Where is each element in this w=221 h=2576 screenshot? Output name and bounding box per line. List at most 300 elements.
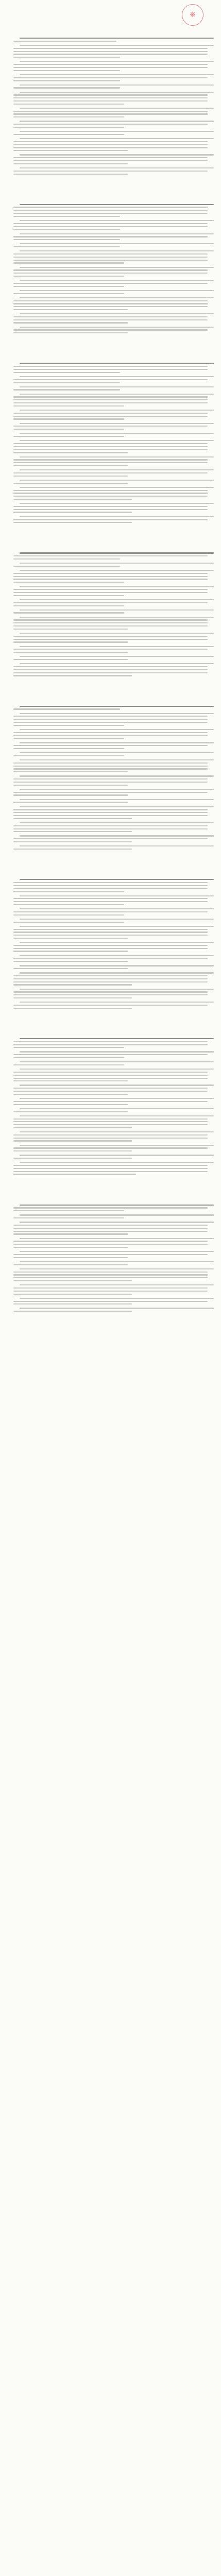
text-line-placeholder [20,806,214,807]
text-line-placeholder [20,759,214,760]
text-line-placeholder [13,446,208,447]
text-line-placeholder [13,522,132,523]
text-line-placeholder [13,1217,124,1218]
article-paragraph [13,895,208,906]
article-paragraph [13,563,208,567]
article-paragraph [13,1238,208,1248]
article-paragraph [13,729,208,739]
text-line-placeholder [13,1041,208,1042]
text-line-placeholder [13,652,128,653]
text-line-placeholder [13,379,208,380]
text-line-placeholder [13,483,128,484]
article-paragraph [13,250,208,263]
article-paragraph [13,586,208,596]
text-line-placeholder [13,207,208,208]
text-line-placeholder [13,1111,128,1112]
text-line-placeholder [13,465,128,466]
article-paragraph [13,243,208,247]
text-line-placeholder [20,972,214,973]
text-line-placeholder [20,989,214,990]
text-line-placeholder [13,213,208,214]
text-line-placeholder [13,745,208,746]
text-line-placeholder [13,945,208,946]
article-paragraph [13,1131,208,1142]
text-line-placeholder [20,706,214,707]
text-line-placeholder [20,1084,214,1086]
text-line-placeholder [13,931,208,933]
text-line-placeholder [13,1094,128,1095]
text-line-placeholder [13,605,124,606]
text-line-placeholder [20,469,214,470]
text-line-placeholder [20,563,214,564]
chapter-heading [13,871,208,876]
text-line-placeholder [13,719,208,720]
text-line-placeholder [13,802,128,803]
text-line-placeholder [20,646,214,647]
text-line-placeholder [13,592,208,593]
text-line-placeholder [20,775,214,776]
article-paragraph [13,121,208,128]
text-line-placeholder [20,1002,214,1003]
text-line-placeholder [13,762,208,764]
text-line-placeholder [13,1254,208,1255]
text-line-placeholder [13,1044,208,1045]
text-line-placeholder [20,131,214,132]
text-line-placeholder [13,1127,132,1128]
text-line-placeholder [13,782,208,783]
text-line-placeholder [13,948,208,949]
text-line-placeholder [20,121,214,122]
text-line-placeholder [13,981,208,982]
text-line-placeholder [13,104,124,105]
text-line-placeholder [20,1069,214,1070]
text-line-placeholder [13,929,208,930]
text-line-placeholder [13,372,120,373]
text-line-placeholder [20,926,214,927]
text-line-placeholder [13,898,208,899]
text-line-placeholder [20,92,214,93]
text-line-placeholder [20,656,214,657]
text-line-placeholder [13,322,128,323]
text-line-placeholder [13,1134,208,1136]
article-paragraph [13,599,208,606]
text-line-placeholder [20,108,214,109]
text-line-placeholder [13,1150,132,1151]
text-line-placeholder [20,663,214,664]
text-line-placeholder [13,1121,208,1122]
text-line-placeholder [13,1147,208,1148]
text-line-placeholder [13,794,128,795]
text-line-placeholder [13,113,208,114]
text-line-placeholder [13,462,208,463]
text-line-placeholder [20,965,214,966]
text-line-placeholder [13,1210,124,1211]
text-line-placeholder [13,1118,208,1120]
text-line-placeholder [20,895,214,896]
text-line-placeholder [13,1165,208,1166]
text-line-placeholder [20,503,214,504]
article-paragraph [13,835,208,842]
article-paragraph [13,713,208,726]
text-line-placeholder [13,732,208,733]
text-line-placeholder [13,124,208,125]
text-line-placeholder [13,666,208,667]
article-paragraph [13,313,208,324]
text-line-placeholder [13,935,208,936]
text-line-placeholder [13,882,208,883]
text-line-placeholder [13,602,208,603]
text-line-placeholder [20,1098,214,1099]
article-paragraph [13,1222,208,1234]
article-paragraph [13,433,208,437]
text-line-placeholder [20,1205,214,1206]
text-line-placeholder [20,908,214,909]
text-line-placeholder [13,809,208,810]
text-line-placeholder [13,649,208,650]
article-paragraph [13,108,208,118]
text-line-placeholder [13,70,120,71]
text-line-placeholder [13,1291,208,1292]
text-line-placeholder [13,283,208,284]
article-paragraph [13,92,208,105]
article-paragraph [13,706,208,710]
text-line-placeholder [13,1064,124,1065]
article-paragraph [13,1069,208,1081]
text-line-placeholder [13,174,128,175]
text-line-placeholder [20,313,214,314]
section-spacer [13,178,208,191]
text-line-placeholder [13,1005,208,1006]
article-paragraph [13,1308,208,1312]
text-line-placeholder [13,771,128,772]
text-line-placeholder [13,506,208,507]
text-line-placeholder [13,991,208,992]
text-line-placeholder [13,1233,128,1234]
text-line-placeholder [13,329,208,330]
text-line-placeholder [20,1061,214,1062]
text-line-placeholder [13,418,124,419]
text-line-placeholder [13,80,120,81]
text-line-placeholder [20,1115,214,1116]
text-line-placeholder [13,619,208,620]
text-line-placeholder [13,888,208,889]
text-line-placeholder [13,260,208,261]
text-line-placeholder [20,752,214,753]
text-line-placeholder [13,443,208,444]
text-line-placeholder [13,216,120,217]
article-paragraph [13,845,208,850]
text-line-placeholder [13,436,124,437]
text-line-placeholder [13,951,128,952]
text-line-placeholder [20,570,214,571]
text-line-placeholder [13,669,208,670]
text-line-placeholder [20,516,214,517]
text-line-placeholder [13,579,208,580]
text-line-placeholder [13,1104,128,1105]
text-line-placeholder [13,300,208,301]
text-line-placeholder [13,978,208,979]
text-line-placeholder [13,639,208,640]
text-line-placeholder [20,487,214,488]
text-line-placeholder [13,984,132,985]
chapter-heading [13,196,208,201]
text-line-placeholder [13,612,124,613]
text-line-placeholder [13,116,124,117]
chapter-heading [13,698,208,703]
text-line-placeholder [20,290,214,291]
text-line-placeholder [13,223,208,224]
text-line-placeholder [13,785,128,786]
article-paragraph [13,297,208,310]
text-line-placeholder [13,1207,208,1208]
text-line-placeholder [13,828,208,829]
text-line-placeholder [13,512,132,513]
text-line-placeholder [20,1251,214,1252]
text-line-placeholder [13,257,208,258]
article-paragraph [13,989,208,999]
text-line-placeholder [20,1214,214,1215]
text-line-placeholder [20,1108,214,1109]
text-line-placeholder [13,496,208,497]
text-line-placeholder [13,67,208,68]
text-line-placeholder [13,589,208,590]
text-line-placeholder [13,160,208,161]
text-line-placeholder [13,778,208,779]
article-paragraph [13,61,208,71]
text-line-placeholder [20,633,214,634]
text-line-placeholder [20,363,214,364]
article-paragraph [13,503,208,513]
article-paragraph [13,942,208,952]
article-paragraph [13,1084,208,1095]
text-line-placeholder [13,735,208,736]
chapter-heading [13,1030,208,1035]
text-line-placeholder [13,64,208,65]
text-line-placeholder [20,61,214,62]
text-line-placeholder [13,659,128,660]
text-line-placeholder [20,433,214,434]
text-line-placeholder [13,641,128,642]
chapter-heading [13,30,208,35]
text-line-placeholder [20,1284,214,1285]
text-line-placeholder [20,1238,214,1239]
article-paragraph [13,327,208,334]
article-paragraph [13,167,208,175]
text-line-placeholder [13,1311,132,1312]
article-paragraph [13,1038,208,1048]
article-paragraph [13,908,208,916]
section-spacer [13,853,208,866]
text-line-placeholder [20,480,214,481]
text-line-placeholder [13,332,128,333]
article-paragraph [13,138,208,151]
text-line-placeholder [20,729,214,730]
text-line-placeholder [13,841,132,842]
text-line-placeholder [13,147,208,148]
text-line-placeholder [13,961,128,962]
article-paragraph [13,742,208,749]
text-line-placeholder [13,1174,136,1175]
text-line-placeholder [20,220,214,221]
article-paragraph [13,410,208,420]
article-paragraph [13,570,208,583]
text-line-placeholder [13,938,128,939]
text-line-placeholder [13,94,208,95]
page-title [13,10,208,18]
article-paragraph [13,516,208,523]
article-paragraph [13,609,208,614]
text-line-placeholder [13,768,208,769]
text-line-placeholder [13,1078,208,1079]
section-spacer [13,526,208,539]
article-paragraph [13,633,208,643]
text-line-placeholder [13,755,124,756]
text-line-placeholder [13,87,120,88]
text-line-placeholder [13,226,208,227]
text-line-placeholder [20,138,214,139]
text-line-placeholder [20,942,214,943]
text-line-placeholder [20,713,214,714]
text-line-placeholder [20,586,214,587]
text-line-placeholder [13,134,124,135]
text-line-placeholder [13,246,120,247]
text-line-placeholder [13,316,208,317]
text-line-placeholder [20,243,214,244]
text-line-placeholder [20,204,214,205]
text-line-placeholder [13,51,208,52]
text-line-placeholder [13,1091,208,1092]
article-paragraph [13,440,208,453]
text-line-placeholder [13,366,208,367]
text-line-placeholder [13,1225,208,1226]
section-spacer [13,1178,208,1192]
text-line-placeholder [13,1301,208,1302]
text-line-placeholder [20,1222,214,1223]
text-line-placeholder [13,413,208,414]
section-spacer [13,1012,208,1025]
article-paragraph [13,965,208,969]
text-line-placeholder [13,994,208,995]
text-line-placeholder [13,369,208,370]
text-line-placeholder [13,636,208,637]
text-line-placeholder [13,490,208,491]
article-paragraph [13,154,208,164]
text-line-placeholder [13,416,208,417]
text-line-placeholder [13,1008,132,1009]
text-line-placeholder [13,1080,128,1081]
text-line-placeholder [13,1168,208,1169]
text-line-placeholder [13,303,208,304]
article-paragraph [13,775,208,786]
text-line-placeholder [13,558,120,560]
text-line-placeholder [20,376,214,377]
article-paragraph [13,290,208,294]
text-line-placeholder [13,97,208,98]
text-line-placeholder [13,157,208,158]
text-line-placeholder [13,1072,208,1073]
text-line-placeholder [20,423,214,424]
text-line-placeholder [13,573,208,574]
text-line-placeholder [20,394,214,395]
text-line-placeholder [20,879,214,880]
text-line-placeholder [13,262,124,263]
text-line-placeholder [13,309,128,310]
text-line-placeholder [13,1075,208,1076]
article-paragraph [13,38,208,42]
article-paragraph [13,233,208,241]
text-line-placeholder [13,722,208,723]
text-line-placeholder [13,100,208,101]
article-paragraph [13,1205,208,1212]
text-line-placeholder [13,1140,132,1141]
text-line-placeholder [13,716,208,717]
text-line-placeholder [13,405,124,406]
text-line-placeholder [20,1308,214,1309]
text-line-placeholder [13,725,124,726]
text-line-placeholder [13,229,120,230]
text-line-placeholder [13,1247,128,1248]
article-paragraph [13,1251,208,1258]
text-line-placeholder [13,1228,208,1229]
article-paragraph [13,1098,208,1105]
article-paragraph [13,552,208,560]
article-paragraph [13,423,208,430]
text-line-placeholder [13,1138,208,1139]
text-line-placeholder [13,141,208,142]
text-line-placeholder [13,1274,208,1275]
text-line-placeholder [13,815,208,816]
text-line-placeholder [13,595,124,596]
text-line-placeholder [13,57,120,58]
text-line-placeholder [13,566,120,567]
text-line-placeholder [13,1244,208,1245]
article-paragraph [13,45,208,58]
text-line-placeholder [13,911,208,912]
article-paragraph [13,386,208,391]
article-paragraph [13,1145,208,1152]
text-line-placeholder [13,838,208,839]
text-line-placeholder [20,955,214,956]
text-line-placeholder [13,672,208,673]
page-subtitle [13,20,208,25]
article-paragraph [13,1298,208,1305]
text-line-placeholder [13,975,208,976]
text-line-placeholder [13,629,128,630]
text-line-placeholder [20,233,214,234]
text-line-placeholder [20,440,214,441]
text-line-placeholder [13,171,208,172]
text-line-placeholder [13,1294,132,1295]
text-line-placeholder [13,622,208,623]
text-line-placeholder [20,799,214,800]
article-paragraph [13,487,208,500]
text-line-placeholder [20,789,214,790]
text-line-placeholder [20,280,214,281]
text-line-placeholder [13,914,124,916]
article-paragraph [13,1155,208,1159]
text-line-placeholder [13,1057,124,1058]
text-line-placeholder [13,41,116,42]
article-paragraph [13,480,208,484]
text-line-placeholder [13,509,208,510]
text-line-placeholder [13,493,208,494]
text-line-placeholder [13,163,128,164]
text-line-placeholder [13,922,124,923]
text-line-placeholder [13,476,128,477]
text-line-placeholder [13,1101,208,1102]
text-line-placeholder [20,599,214,600]
text-line-placeholder [13,48,208,49]
